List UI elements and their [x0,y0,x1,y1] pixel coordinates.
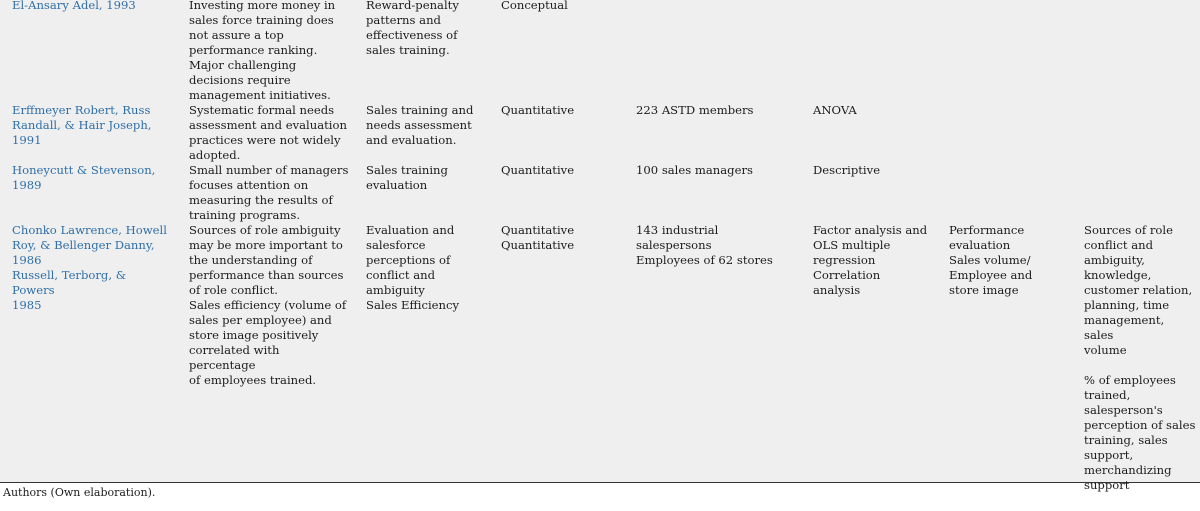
method-cell: Quantitative Quantitative [501,223,575,252]
authors-cell: Chonko Lawrence, Howell Roy, & Bellenger Danny, 1986 Russell, Terborg, & Powers 1985 [12,223,167,312]
independent-variable-cell: Sources of role conflict and ambiguity, knowledge, customer relation, planning, time management, sales volume % of employees trained, salesperson's perception of sales training, sales support, merchandizing support [1084,223,1196,492]
findings-cell: Small number of managers focuses attention on measuring the results of training programs. [189,163,349,222]
sample-cell: 223 ASTD members [636,103,754,117]
analysis-cell: ANOVA [813,103,857,117]
analysis-cell: Descriptive [813,163,881,177]
authors-cell: Honeycutt & Stevenson, 1989 [12,163,156,192]
table-footnote: Authors (Own elaboration). [3,486,156,499]
authors-cell: El-Ansary Adel, 1993 [12,0,136,12]
focus-cell: Evaluation and salesforce perceptions of conflict and ambiguity Sales Efficiency [366,223,460,312]
focus-cell: Sales training evaluation [366,163,448,192]
method-cell: Quantitative [501,103,575,117]
focus-cell: Reward-penalty patterns and effectiveness of sales training. [366,0,459,57]
findings-cell: Systematic formal needs assessment and evaluation practices were not widely adopted. [189,103,347,162]
authors-cell: Erffmeyer Robert, Russ Randall, & Hair Joseph, 1991 [12,103,152,147]
sample-cell: 100 sales managers [636,163,753,177]
analysis-cell: Factor analysis and OLS multiple regression Correlation analysis [813,223,928,297]
spacer [1084,358,1196,373]
sample-cell: 143 industrial salespersons Employees of 62 stores [636,223,773,267]
focus-cell: Sales training and needs assessment and evaluation. [366,103,474,147]
method-cell: Conceptual [501,0,568,12]
findings-cell: Investing more money in sales force training does not assure a top performance ranking. Major challenging decisions require management initiatives. [189,0,336,102]
method-cell: Quantitative [501,163,575,177]
dependent-variable-cell: Performance evaluation Sales volume/ Employee and store image [949,223,1033,297]
findings-cell: Sources of role ambiguity may be more important to the understanding of performance than sources of role conflict. Sales efficiency (volume of sales per employee) and store image positively correlated with percentage of employees trained. [189,223,347,387]
